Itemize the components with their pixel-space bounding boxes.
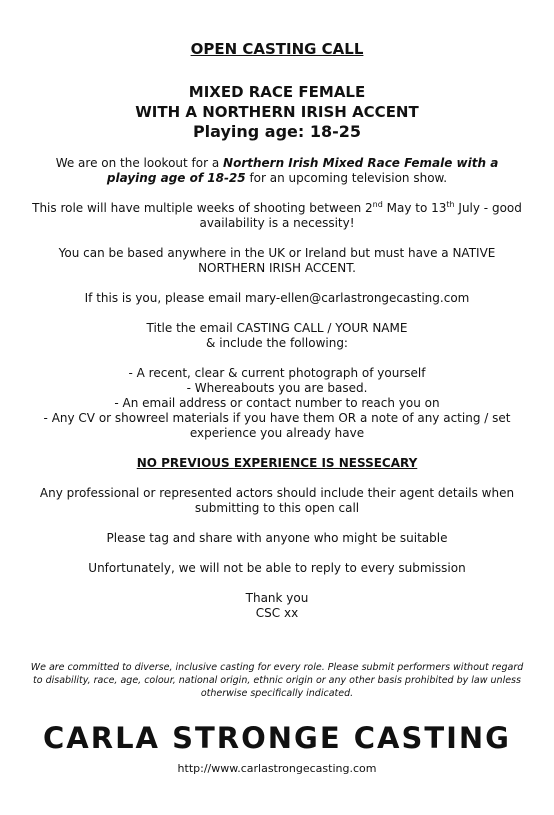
contact-paragraph: If this is you, please email mary-ellen@carlastrongecasting.com [84,291,470,305]
role-line-2: WITH A NORTHERN IRISH ACCENT [135,103,419,121]
schedule-paragraph [30,201,524,231]
signoff-text: CSC xx [255,606,299,620]
signoff-block [30,591,524,621]
schedule-sup-2: th [446,200,455,209]
schedule-sup-1: nd [372,200,383,209]
requirements-list [30,366,524,441]
playing-age: Playing age: 18-25 [192,122,362,141]
intro-paragraph [30,156,524,186]
subject-line-1: Title the email CASTING CALL / YOUR NAME [146,321,408,335]
share-paragraph: Please tag and share with anyone who might be suitable [106,531,448,545]
subject-instructions [30,321,524,351]
reply-paragraph: Unfortunately, we will not be able to reply to every submission [88,561,466,575]
schedule-part-1: This role will have multiple weeks of shooting between 2 [32,201,373,215]
requirement-item: - Any CV or showreel materials if you have them OR a note of any acting / set experience you already have [43,411,511,440]
page-title: OPEN CASTING CALL [190,40,364,58]
body-text [30,156,524,636]
requirement-item: - A recent, clear & current photograph of yourself [128,366,426,380]
requirement-item: - An email address or contact number to reach you on [114,396,440,410]
no-experience-note: NO PREVIOUS EXPERIENCE IS NESSECARY [136,456,418,470]
intro-after: for an upcoming television show. [245,171,448,185]
intro-before: We are on the lookout for a [55,156,224,170]
diversity-disclaimer: We are committed to diverse, inclusive casting for every role. Please submit performers without regard to disability, race, age, colour, national origin, ethnic origin or any other basis prohibited by law unless otherwise specifically indicated. [30,662,524,699]
schedule-part-3: July - good availability is a necessity! [199,201,522,230]
role-line-1: MIXED RACE FEMALE [188,83,366,101]
role-headline [0,82,554,142]
agents-paragraph: Any professional or represented actors should include their agent details when submitting to this open call [39,486,515,515]
subject-line-2: & include the following: [206,336,348,350]
requirement-item: - Whereabouts you are based. [186,381,368,395]
website-link[interactable]: http://www.carlastrongecasting.com [177,762,377,775]
intro-emphasis: Northern Irish Mixed Race Female with a playing age of 18-25 [106,156,499,185]
brand-logo-text: CARLA STRONGE CASTING [43,721,511,755]
thanks-text: Thank you [245,591,309,605]
schedule-part-2: May to 13 [382,201,447,215]
location-paragraph: You can be based anywhere in the UK or Ireland but must have a NATIVE NORTHERN IRISH ACCENT. [58,246,496,275]
